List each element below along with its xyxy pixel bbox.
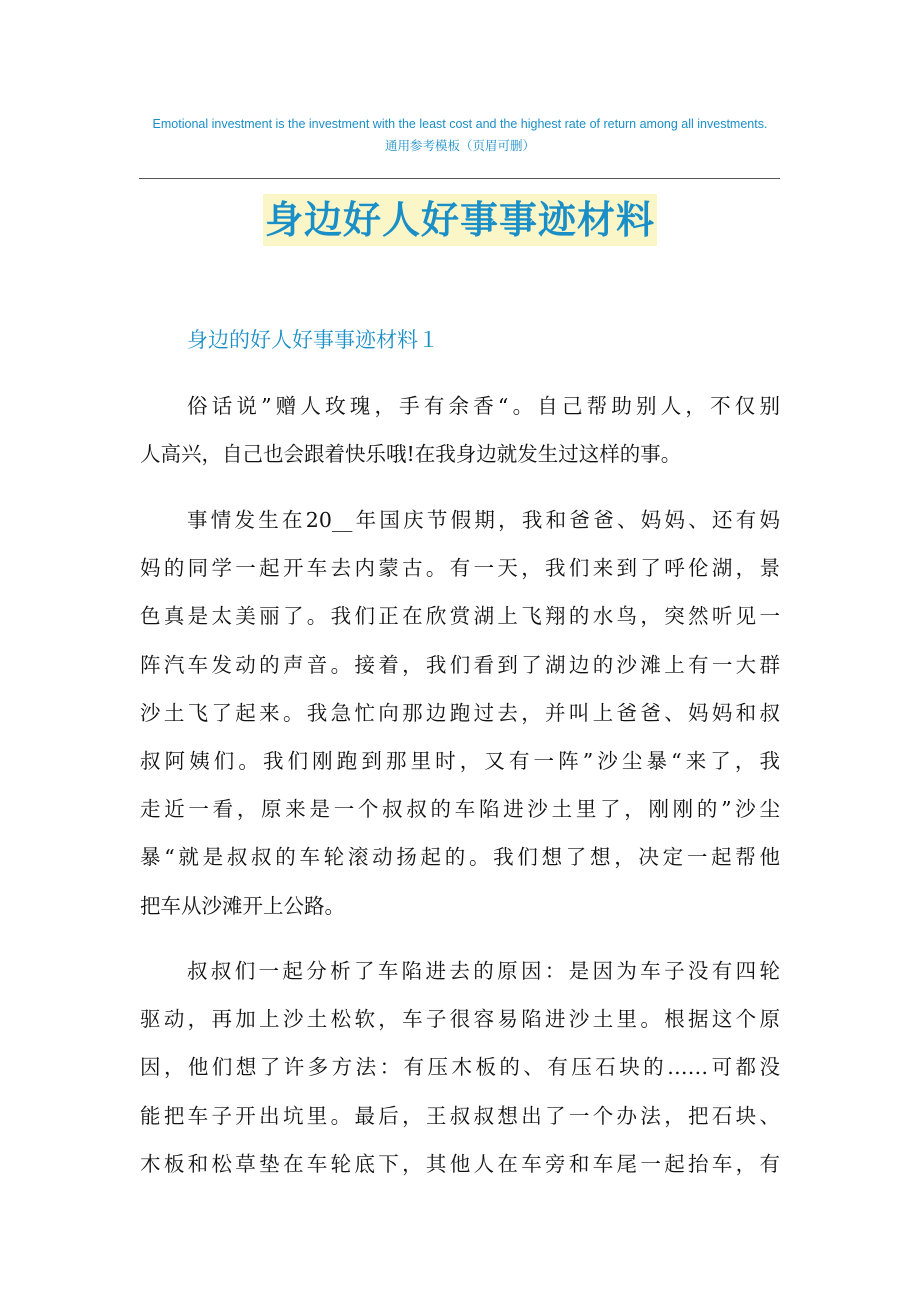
- paragraph-line: 把车从沙滩开上公路。: [140, 893, 345, 918]
- paragraph-line: 妈的同学一起开车去内蒙古。有一天，我们来到了呼伦湖，景: [140, 556, 780, 581]
- paragraph-2: [140, 496, 780, 930]
- paragraph-line: 能把车子开出坑里。最后，王叔叔想出了一个办法，把石块、: [140, 1103, 780, 1128]
- document-title: 身边好人好事事迹材料: [263, 194, 657, 246]
- paragraph-line: 驱动，再加上沙土松软，车子很容易陷进沙土里。根据这个原: [140, 1007, 780, 1032]
- paragraph-3: [140, 947, 780, 1188]
- paragraph-line: 沙土飞了起来。我急忙向那边跑过去，并叫上爸爸、妈妈和叔: [140, 700, 780, 725]
- paragraph-line: 暴“就是叔叔的车轮滚动扬起的。我们想了想，决定一起帮他: [140, 845, 780, 870]
- paragraph-line: 走近一看，原来是一个叔叔的车陷进沙土里了，刚刚的”沙尘: [140, 797, 780, 822]
- section-heading: 身边的好人好事事迹材料１: [187, 328, 439, 352]
- title-container: [0, 194, 920, 246]
- paragraph-line: 事情发生在20__年国庆节假期，我和爸爸、妈妈、还有妈: [187, 508, 780, 532]
- paragraph-line: 阵汽车发动的声音。接着，我们看到了湖边的沙滩上有一大群: [140, 652, 780, 677]
- header-english-text: Emotional investment is the investment with the least cost and the highest rate of return among all investments.: [152, 117, 768, 131]
- paragraph-line: 色真是太美丽了。我们正在欣赏湖上飞翔的水鸟，突然听见一: [140, 604, 780, 629]
- paragraph-line: 俗话说”赠人玫瑰，手有余香“。自己帮助别人，不仅别: [187, 394, 780, 418]
- paragraph-line: 人高兴，自己也会跟着快乐哦!在我身边就发生过这样的事。: [140, 442, 682, 467]
- paragraph-line: 叔叔们一起分析了车陷进去的原因：是因为车子没有四轮: [187, 959, 780, 983]
- paragraph-line: 木板和松草垫在车轮底下，其他人在车旁和车尾一起抬车，有: [140, 1151, 780, 1176]
- page-header: [0, 114, 920, 156]
- paragraph-line: 叔阿姨们。我们刚跑到那里时，又有一阵”沙尘暴“来了，我: [140, 748, 780, 773]
- paragraph-line: 因，他们想了许多方法：有压木板的、有压石块的……可都没: [140, 1055, 780, 1080]
- header-divider: [139, 178, 780, 179]
- paragraph-1: [140, 382, 780, 478]
- header-chinese-text: 通用参考模板（页眉可删）: [384, 138, 535, 153]
